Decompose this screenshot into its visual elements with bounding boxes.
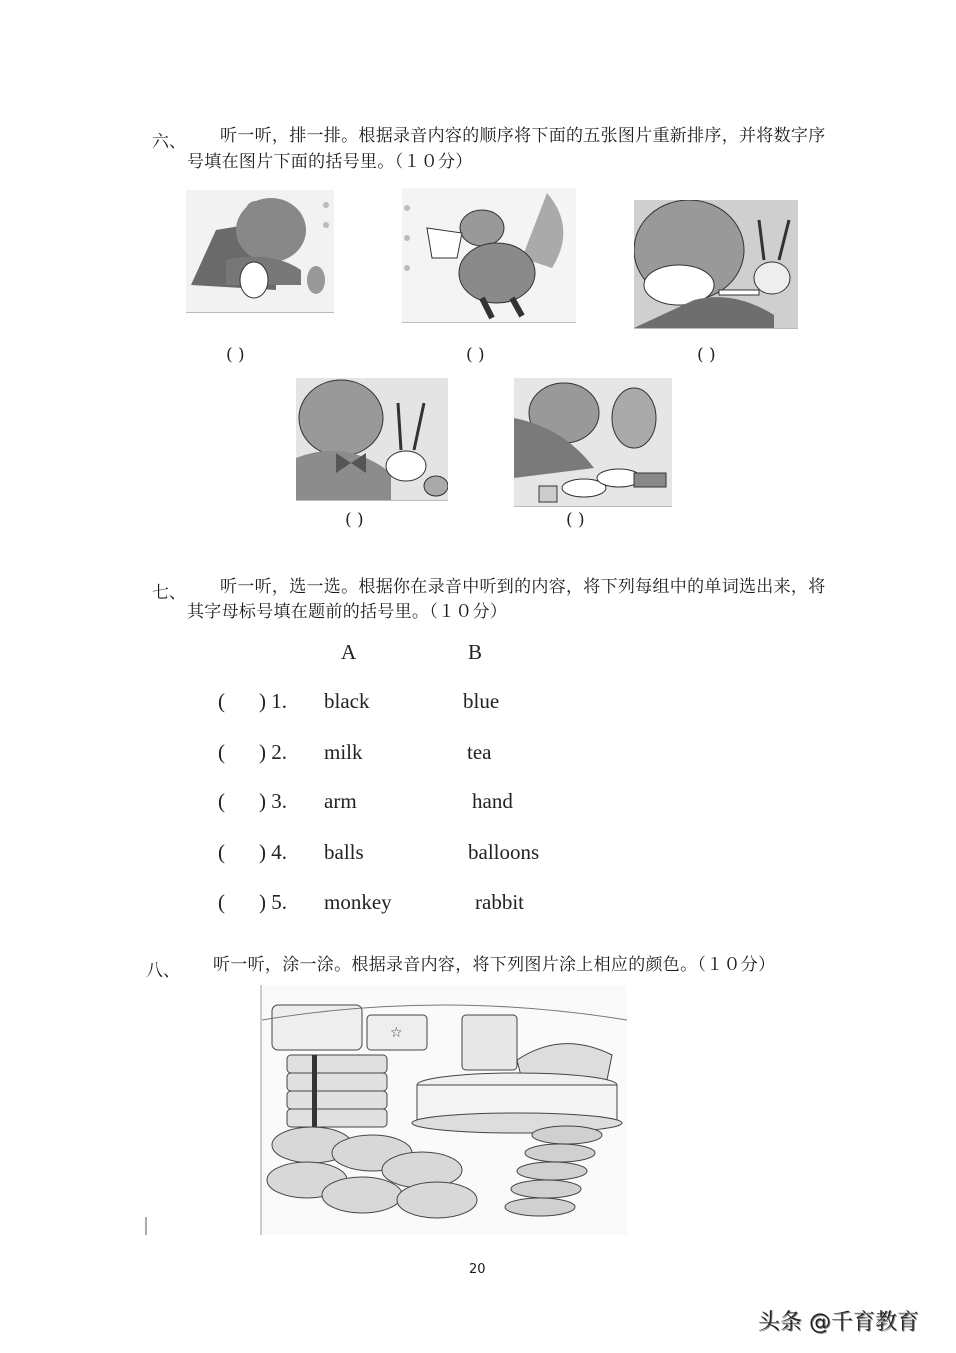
column-a-header: A bbox=[341, 640, 357, 664]
bags-books-cake-hamburgers-cookies-image bbox=[260, 985, 627, 1235]
item3-blank-open[interactable]: ( bbox=[218, 789, 225, 813]
item2-number: ) 2. bbox=[259, 740, 287, 764]
item1-option-b: blue bbox=[463, 689, 500, 713]
margin-mark bbox=[145, 1217, 147, 1235]
item3-number: ) 3. bbox=[259, 789, 287, 813]
item4-blank-open[interactable]: ( bbox=[218, 840, 225, 864]
squirrel-walking-image bbox=[402, 188, 576, 323]
section6-instruction-line1: 听一听，排一排。根据录音内容的顺序将下面的五张图片重新排序，并将数字序 bbox=[220, 126, 826, 146]
section8-instruction: 听一听，涂一涂。根据录音内容，将下列图片涂上相应的颜色。（１０分） bbox=[213, 955, 776, 975]
item2-option-a: milk bbox=[324, 740, 363, 764]
item2-option-b: tea bbox=[467, 740, 492, 764]
item1-number: ) 1. bbox=[259, 689, 287, 713]
picture2-answer-blank[interactable]: ( ) bbox=[466, 345, 485, 365]
page-number: 20 bbox=[469, 1262, 486, 1277]
section8-number: 八、 bbox=[146, 961, 180, 981]
item3-option-b: hand bbox=[472, 789, 513, 813]
item4-option-b: balloons bbox=[468, 840, 540, 864]
watermark-text: 头条 @千育教育 bbox=[758, 1310, 919, 1335]
picture5-answer-blank[interactable]: ( ) bbox=[566, 510, 585, 530]
bear-with-bowtie-and-rabbit-image bbox=[296, 378, 448, 501]
item1-option-a: black bbox=[324, 689, 370, 713]
item5-blank-open[interactable]: ( bbox=[218, 890, 225, 914]
item5-option-b: rabbit bbox=[475, 890, 524, 914]
section7-instruction-line1: 听一听，选一选。根据你在录音中听到的内容，将下列每组中的单词选出来，将 bbox=[220, 577, 826, 597]
item5-number: ) 5. bbox=[259, 890, 287, 914]
item2-blank-open[interactable]: ( bbox=[218, 740, 225, 764]
section7-number: 七、 bbox=[152, 583, 186, 603]
svg-text:☆: ☆ bbox=[390, 1025, 403, 1041]
section7-instruction-line2: 其字母标号填在题前的括号里。（１０分） bbox=[187, 602, 508, 622]
item4-option-a: balls bbox=[324, 840, 364, 864]
picture1-answer-blank[interactable]: ( ) bbox=[226, 345, 245, 365]
item5-option-a: monkey bbox=[324, 890, 392, 914]
bear-with-cape-and-rabbit-puppet-image bbox=[186, 190, 334, 313]
bear-painting-with-squirrel-image bbox=[514, 378, 672, 507]
item3-option-a: arm bbox=[324, 789, 357, 813]
section6-instruction-line2: 号填在图片下面的括号里。（１０分） bbox=[187, 152, 473, 172]
section6-number: 六、 bbox=[152, 132, 186, 152]
item1-blank-open[interactable]: ( bbox=[218, 689, 225, 713]
column-b-header: B bbox=[468, 640, 483, 664]
item4-number: ) 4. bbox=[259, 840, 287, 864]
picture3-answer-blank[interactable]: ( ) bbox=[697, 345, 716, 365]
bear-and-rabbit-with-chalk-image bbox=[634, 200, 798, 329]
picture4-answer-blank[interactable]: ( ) bbox=[345, 510, 364, 530]
